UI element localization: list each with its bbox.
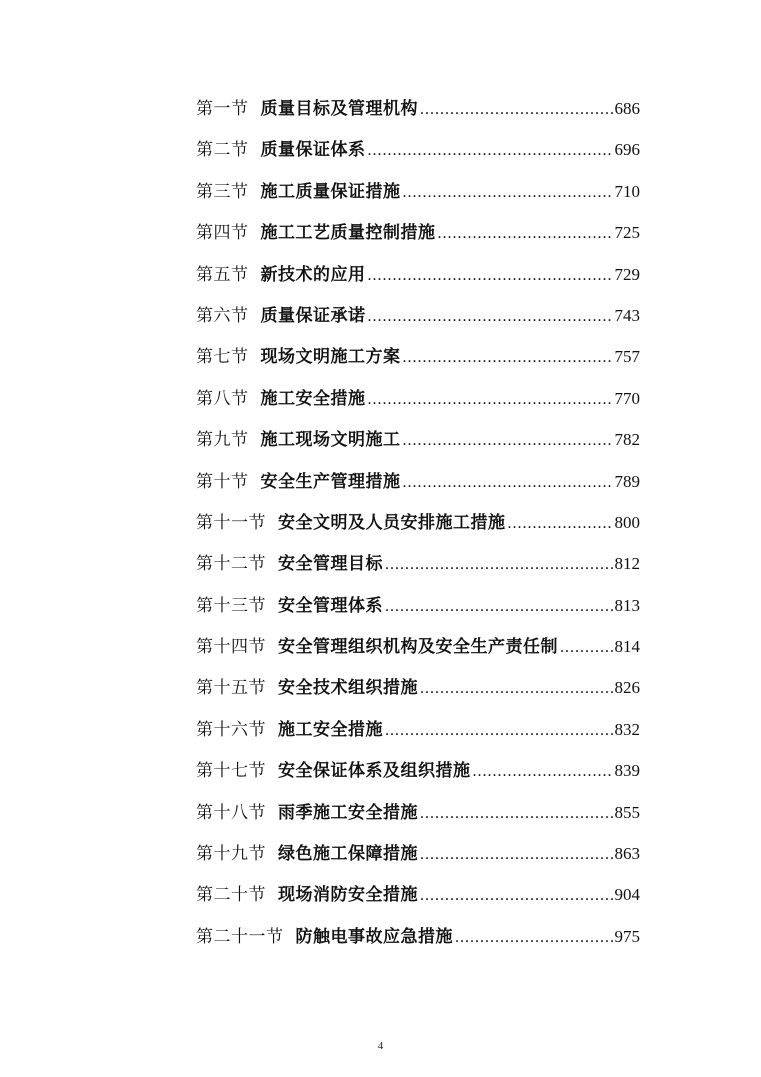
toc-section-number: 第十四节 bbox=[196, 637, 266, 658]
toc-section-number: 第十七节 bbox=[196, 761, 266, 782]
toc-dot-leader bbox=[385, 592, 613, 622]
table-of-contents bbox=[196, 94, 640, 963]
toc-section-number: 第六节 bbox=[196, 305, 249, 326]
toc-section-title: 安全生产管理措施 bbox=[260, 471, 401, 492]
toc-section-title: 质量目标及管理机构 bbox=[260, 99, 418, 119]
toc-section-number: 第十九节 bbox=[196, 844, 266, 865]
toc-entry[interactable] bbox=[196, 549, 640, 590]
toc-dot-leader bbox=[508, 509, 613, 539]
toc-page-number: 686 bbox=[614, 99, 640, 118]
toc-section-title: 现场消防安全措施 bbox=[278, 885, 418, 906]
toc-page-number: 975 bbox=[614, 926, 640, 946]
toc-dot-leader bbox=[385, 550, 613, 580]
toc-section-number: 第二十节 bbox=[196, 885, 266, 906]
toc-section-title: 雨季施工安全措施 bbox=[278, 802, 418, 823]
toc-section-title: 现场文明施工方案 bbox=[260, 347, 401, 368]
toc-section-number: 第三节 bbox=[196, 181, 249, 202]
toc-entry[interactable] bbox=[196, 425, 640, 466]
toc-section-number: 第七节 bbox=[196, 347, 249, 368]
toc-page-number: 710 bbox=[614, 181, 640, 201]
toc-page-number: 863 bbox=[614, 844, 640, 864]
toc-section-title: 施工现场文明施工 bbox=[260, 430, 401, 451]
toc-entry[interactable] bbox=[196, 301, 640, 342]
toc-dot-leader bbox=[438, 219, 613, 249]
toc-section-title: 安全管理组织机构及安全生产责任制 bbox=[278, 637, 558, 658]
toc-entry[interactable] bbox=[196, 632, 640, 673]
toc-dot-leader bbox=[403, 468, 613, 498]
toc-page-number: 743 bbox=[614, 305, 640, 325]
toc-page-number: 696 bbox=[614, 140, 640, 160]
toc-dot-leader bbox=[368, 136, 613, 166]
toc-page-number: 800 bbox=[614, 512, 640, 532]
toc-entry[interactable] bbox=[196, 467, 640, 508]
toc-entry[interactable] bbox=[196, 135, 640, 176]
toc-section-title: 质量保证体系 bbox=[260, 140, 366, 161]
toc-section-title: 绿色施工保障措施 bbox=[278, 844, 418, 865]
toc-page-number: 812 bbox=[614, 554, 640, 574]
toc-entry[interactable] bbox=[196, 715, 640, 756]
toc-dot-leader bbox=[420, 674, 613, 704]
toc-dot-leader bbox=[403, 426, 613, 456]
toc-dot-leader bbox=[368, 302, 613, 332]
toc-entry[interactable] bbox=[196, 880, 640, 921]
toc-dot-leader bbox=[368, 261, 613, 291]
toc-page-number: 813 bbox=[614, 595, 640, 615]
toc-dot-leader bbox=[403, 343, 613, 373]
toc-section-title: 施工安全措施 bbox=[260, 388, 366, 409]
toc-page-number: 757 bbox=[614, 347, 640, 367]
toc-section-title: 新技术的应用 bbox=[260, 264, 366, 285]
toc-dot-leader bbox=[385, 716, 613, 746]
toc-section-title: 施工工艺质量控制措施 bbox=[260, 223, 436, 244]
toc-section-number: 第十一节 bbox=[196, 512, 266, 533]
toc-section-number: 第十二节 bbox=[196, 554, 266, 575]
toc-entry[interactable] bbox=[196, 342, 640, 383]
toc-section-title: 安全保证体系及组织措施 bbox=[278, 761, 471, 782]
toc-page-number: 814 bbox=[614, 637, 640, 657]
toc-section-number: 第二节 bbox=[196, 140, 249, 161]
toc-entry[interactable] bbox=[196, 673, 640, 714]
toc-dot-leader bbox=[420, 95, 613, 125]
toc-dot-leader bbox=[403, 178, 613, 208]
toc-page-number: 725 bbox=[614, 223, 640, 243]
toc-page-number: 855 bbox=[614, 802, 640, 822]
toc-entry[interactable] bbox=[196, 839, 640, 880]
toc-entry[interactable] bbox=[196, 591, 640, 632]
toc-entry[interactable] bbox=[196, 260, 640, 301]
toc-dot-leader bbox=[473, 757, 613, 787]
toc-section-title: 施工安全措施 bbox=[278, 719, 383, 740]
toc-dot-leader bbox=[455, 923, 613, 953]
toc-page-number: 789 bbox=[614, 471, 640, 491]
toc-page-number: 839 bbox=[614, 761, 640, 781]
toc-entry[interactable] bbox=[196, 922, 640, 963]
toc-section-title: 质量保证承诺 bbox=[260, 305, 366, 326]
toc-section-title: 安全文明及人员安排施工措施 bbox=[278, 512, 506, 533]
toc-section-number: 第十节 bbox=[196, 471, 249, 492]
toc-section-number: 第四节 bbox=[196, 223, 249, 244]
toc-section-title: 安全管理体系 bbox=[278, 595, 383, 616]
toc-entry[interactable] bbox=[196, 384, 640, 425]
toc-section-number: 第十五节 bbox=[196, 678, 266, 699]
toc-section-number: 第十六节 bbox=[196, 719, 266, 740]
toc-entry[interactable] bbox=[196, 508, 640, 549]
footer-page-number: 4 bbox=[377, 1040, 384, 1052]
toc-entry[interactable] bbox=[196, 94, 640, 135]
toc-page-number: 770 bbox=[614, 388, 640, 408]
toc-dot-leader bbox=[420, 840, 613, 870]
toc-section-number: 第十三节 bbox=[196, 595, 266, 616]
toc-dot-leader bbox=[368, 385, 613, 415]
toc-dot-leader bbox=[420, 799, 613, 829]
toc-section-number: 第九节 bbox=[196, 430, 249, 451]
toc-page-number: 782 bbox=[614, 430, 640, 450]
toc-section-title: 安全管理目标 bbox=[278, 554, 383, 575]
toc-entry[interactable] bbox=[196, 218, 640, 259]
toc-section-number: 第一节 bbox=[196, 99, 249, 119]
toc-page-number: 729 bbox=[614, 264, 640, 284]
toc-dot-leader bbox=[560, 633, 613, 663]
toc-section-title: 安全技术组织措施 bbox=[278, 678, 418, 699]
toc-page-number: 826 bbox=[614, 678, 640, 698]
toc-section-title: 防触电事故应急措施 bbox=[295, 926, 453, 947]
toc-entry[interactable] bbox=[196, 756, 640, 797]
toc-section-number: 第八节 bbox=[196, 388, 249, 409]
toc-section-number: 第五节 bbox=[196, 264, 249, 285]
toc-section-title: 施工质量保证措施 bbox=[260, 181, 401, 202]
toc-section-number: 第二十一节 bbox=[196, 926, 284, 947]
toc-page-number: 904 bbox=[614, 885, 640, 905]
toc-page-number: 832 bbox=[614, 719, 640, 739]
toc-entry[interactable] bbox=[196, 798, 640, 839]
toc-entry[interactable] bbox=[196, 177, 640, 218]
toc-section-number: 第十八节 bbox=[196, 802, 266, 823]
toc-dot-leader bbox=[420, 881, 613, 911]
